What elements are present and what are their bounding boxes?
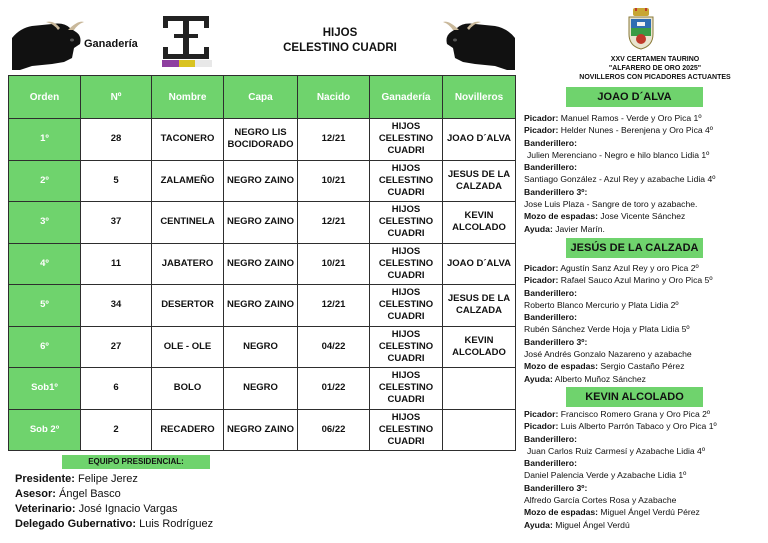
cuadrilla-line <box>524 336 764 348</box>
ganaderia-title-line2: CELESTINO CUADRI <box>283 42 397 54</box>
event-title-line1: XXV CERTAMEN TAURINO <box>610 56 700 63</box>
presidency-item <box>15 472 213 487</box>
cuadrilla-list <box>524 408 764 531</box>
cuadrilla-line <box>524 173 764 185</box>
event-title <box>570 55 740 82</box>
presidency-name: Felipe Jerez <box>77 473 138 485</box>
cuadrilla-line <box>524 482 764 494</box>
header-capa: Capa <box>224 76 298 119</box>
event-title-line3: NOVILLEROS CON PICADORES ACTUANTES <box>579 74 731 81</box>
cuadrilla-role: Banderillero: <box>524 433 578 444</box>
cell-orden: Sob 2º <box>9 409 81 451</box>
cuadrilla-role: Ayuda: <box>524 223 553 234</box>
cuadrilla-text: Javier Marín. <box>555 223 605 234</box>
cell-capa: NEGRO <box>224 368 298 410</box>
cell-novillero: JOAO D´ALVA <box>443 243 516 285</box>
table-header-row <box>9 76 516 119</box>
cuadrilla-line <box>524 348 764 360</box>
cuadrilla-line <box>524 469 764 481</box>
cuadrilla-text: Julien Merenciano - Negro e hilo blanco Lidia 1º <box>527 149 710 160</box>
cell-capa: NEGRO LIS BOCIDORADO <box>224 119 298 161</box>
cell-ganaderia: HIJOS CELESTINO CUADRI <box>370 326 443 368</box>
cuadrilla-role: Picador: <box>524 125 559 136</box>
cuadrilla-line <box>524 137 764 149</box>
cell-ganaderia: HIJOS CELESTINO CUADRI <box>370 285 443 327</box>
cuadrilla-line <box>524 433 764 445</box>
table-row <box>9 368 516 410</box>
table-row <box>9 202 516 244</box>
cell-nombre: TACONERO <box>152 119 224 161</box>
cell-capa: NEGRO <box>224 326 298 368</box>
presidency-name: Luis Rodríguez <box>139 518 214 530</box>
table-row <box>9 160 516 202</box>
table-row <box>9 243 516 285</box>
event-title-line2: "ALFARERO DE ORO 2025" <box>608 65 702 72</box>
cell-numero: 37 <box>81 202 152 244</box>
cell-ganaderia: HIJOS CELESTINO CUADRI <box>370 243 443 285</box>
header-novilleros: Novilleros <box>443 76 516 119</box>
header-orden: Orden <box>9 76 81 119</box>
ganaderia-label: Ganadería <box>84 38 138 50</box>
cuadrilla-text: Rubén Sánchez Verde Hoja y Plata Lidia 5º <box>524 324 690 335</box>
cell-nombre: CENTINELA <box>152 202 224 244</box>
novillero-header: JESÚS DE LA CALZADA <box>566 238 703 258</box>
cell-ganaderia: HIJOS CELESTINO CUADRI <box>370 368 443 410</box>
cell-nacido: 12/21 <box>298 202 370 244</box>
cuadrilla-role: Banderillero: <box>524 458 578 469</box>
cuadrilla-line <box>524 323 764 335</box>
cuadrilla-role: Picador: <box>524 275 559 286</box>
cell-nacido: 12/21 <box>298 119 370 161</box>
cuadrilla-text: Luis Alberto Parrón Tabaco y Oro Pica 1º <box>560 421 717 432</box>
cell-numero: 34 <box>81 285 152 327</box>
presidency-item <box>15 502 213 517</box>
header-ganaderia: Ganadería <box>370 76 443 119</box>
cell-novillero <box>443 409 516 451</box>
cell-nombre: BOLO <box>152 368 224 410</box>
presidency-item <box>15 517 213 532</box>
ganaderia-title-line1: HIJOS <box>322 27 358 39</box>
presidency-name: José Ignacio Vargas <box>78 503 178 515</box>
cuadrilla-text: Sergio Castaño Pérez <box>600 361 685 372</box>
table-row <box>9 119 516 161</box>
cuadrilla-line <box>524 124 764 136</box>
cuadrilla-role: Banderillero 3º: <box>524 186 588 197</box>
presidency-role: Veterinario: <box>15 503 76 515</box>
cuadrilla-role: Picador: <box>524 421 559 432</box>
cuadrilla-line <box>524 112 764 124</box>
presidency-list <box>15 472 213 532</box>
cuadrilla-text: Daniel Palencia Verde y Azabache Lidia 1º <box>524 470 687 481</box>
cuadrilla-text: Jose Luis Plaza - Sangre de toro y azabache. <box>524 199 698 210</box>
header-numero: Nº <box>81 76 152 119</box>
cuadrilla-line <box>524 494 764 506</box>
cell-ganaderia: HIJOS CELESTINO CUADRI <box>370 409 443 451</box>
cell-ganaderia: HIJOS CELESTINO CUADRI <box>370 202 443 244</box>
cell-orden: 1º <box>9 119 81 161</box>
cuadrilla-line <box>524 420 764 432</box>
cell-orden: 2º <box>9 160 81 202</box>
cell-novillero: KEVIN ALCOLADO <box>443 202 516 244</box>
cuadrilla-role: Picador: <box>524 263 559 273</box>
header-nacido: Nacido <box>298 76 370 119</box>
cuadrilla-role: Banderillero: <box>524 287 578 298</box>
bull-image-left <box>12 18 84 70</box>
cuadrilla-line <box>524 223 764 235</box>
cuadrilla-text: Francisco Romero Grana y Oro Pica 2º <box>560 409 711 419</box>
cuadrilla-text: Jose Vicente Sánchez <box>600 211 686 222</box>
cell-nacido: 10/21 <box>298 160 370 202</box>
cuadrilla-role: Picador: <box>524 409 559 419</box>
cell-capa: NEGRO ZAINO <box>224 160 298 202</box>
cuadrilla-text: Miguel Ángel Verdú <box>555 519 630 530</box>
header-nombre: Nombre <box>152 76 224 119</box>
cell-orden: 3º <box>9 202 81 244</box>
cell-novillero: KEVIN ALCOLADO <box>443 326 516 368</box>
cell-orden: Sob1º <box>9 368 81 410</box>
cell-novillero: JOAO D´ALVA <box>443 119 516 161</box>
cell-orden: 4º <box>9 243 81 285</box>
cell-capa: NEGRO ZAINO <box>224 285 298 327</box>
cell-nacido: 10/21 <box>298 243 370 285</box>
cell-capa: NEGRO ZAINO <box>224 243 298 285</box>
cuadrilla-list <box>524 262 764 385</box>
flag-color-purple <box>162 60 179 67</box>
cuadrilla-text: Roberto Blanco Mercurio y Plata Lidia 2º <box>524 299 679 310</box>
cuadrilla-text: Helder Nunes - Berenjena y Oro Pica 4º <box>560 125 713 136</box>
cell-nacido: 04/22 <box>298 326 370 368</box>
cuadrilla-text: Juan Carlos Ruiz Carmesí y Azabache Lidia 4º <box>527 445 705 456</box>
table-row <box>9 409 516 451</box>
flag-color-white <box>195 60 212 67</box>
novillero-header: KEVIN ALCOLADO <box>566 387 703 407</box>
cuadrilla-line <box>524 287 764 299</box>
cuadrilla-text: Alfredo García Cortes Rosa y Azabache <box>524 495 677 506</box>
table-row <box>9 285 516 327</box>
cell-nombre: RECADERO <box>152 409 224 451</box>
cell-ganaderia: HIJOS CELESTINO CUADRI <box>370 119 443 161</box>
cuadrilla-text: Miguel Ángel Verdú Pérez <box>600 507 700 518</box>
cell-orden: 5º <box>9 285 81 327</box>
cuadrilla-line <box>524 445 764 457</box>
cuadrilla-line <box>524 373 764 385</box>
cuadrilla-role: Mozo de espadas: <box>524 507 599 518</box>
cell-numero: 2 <box>81 409 152 451</box>
presidency-role: Presidente: <box>15 473 75 485</box>
ganaderia-colors-flag <box>162 60 212 67</box>
cuadrilla-role: Mozo de espadas: <box>524 361 599 372</box>
cell-numero: 6 <box>81 368 152 410</box>
cuadrilla-list <box>524 112 764 235</box>
cuadrilla-role: Banderillero: <box>524 137 578 148</box>
presidency-name: Ángel Basco <box>59 488 121 500</box>
cell-nacido: 06/22 <box>298 409 370 451</box>
cuadrilla-text: José Andrés Gonzalo Nazareno y azabache <box>524 349 692 360</box>
novillero-header: JOAO D´ALVA <box>566 87 703 107</box>
cuadrilla-role: Banderillero 3º: <box>524 336 588 347</box>
bull-image-right <box>443 18 515 70</box>
cuadrilla-line <box>524 299 764 311</box>
ganaderia-title <box>250 26 430 56</box>
cuadrilla-role: Mozo de espadas: <box>524 211 599 222</box>
cuadrilla-role: Banderillero 3º: <box>524 482 588 493</box>
presidency-role: Delegado Gubernativo: <box>15 518 137 530</box>
cuadrilla-line <box>524 274 764 286</box>
cuadrilla-line <box>524 311 764 323</box>
municipal-crest-icon <box>626 8 656 50</box>
cell-novillero: JESUS DE LA CALZADA <box>443 285 516 327</box>
cuadrilla-line <box>524 186 764 198</box>
cuadrilla-text: Alberto Muñoz Sánchez <box>554 373 646 384</box>
cuadrilla-line <box>524 360 764 372</box>
cuadrilla-text: Santiago González - Azul Rey y azabache Lidia 4º <box>524 174 716 185</box>
cuadrilla-line <box>524 506 764 518</box>
cell-novillero: JESUS DE LA CALZADA <box>443 160 516 202</box>
lidia-table <box>8 75 516 451</box>
cell-nacido: 12/21 <box>298 285 370 327</box>
cell-numero: 28 <box>81 119 152 161</box>
cuadrilla-line <box>524 519 764 531</box>
cell-novillero <box>443 368 516 410</box>
cell-numero: 27 <box>81 326 152 368</box>
presidency-item <box>15 487 213 502</box>
cuadrilla-line <box>524 457 764 469</box>
cell-numero: 11 <box>81 243 152 285</box>
presidency-role: Asesor: <box>15 488 56 500</box>
cuadrilla-line <box>524 210 764 222</box>
cell-orden: 6º <box>9 326 81 368</box>
cuadrilla-line <box>524 149 764 161</box>
cuadrilla-line <box>524 408 764 420</box>
cuadrilla-text: Agustín Sanz Azul Rey y oro Pica 2º <box>560 263 699 273</box>
cell-numero: 5 <box>81 160 152 202</box>
cuadrilla-role: Banderillero: <box>524 162 578 173</box>
flag-color-yellow <box>179 60 196 67</box>
cuadrilla-role: Ayuda: <box>524 519 553 530</box>
cell-ganaderia: HIJOS CELESTINO CUADRI <box>370 160 443 202</box>
cell-capa: NEGRO ZAINO <box>224 202 298 244</box>
presidency-header: EQUIPO PRESIDENCIAL: <box>62 455 210 469</box>
cuadrilla-role: Picador: <box>524 113 559 123</box>
cuadrilla-line <box>524 161 764 173</box>
cuadrilla-text: Rafael Sauco Azul Marino y Oro Pica 5º <box>560 275 713 286</box>
cuadrilla-role: Banderillero: <box>524 312 578 323</box>
table-row <box>9 326 516 368</box>
cell-nombre: ZALAMEÑO <box>152 160 224 202</box>
cell-nombre: DESERTOR <box>152 285 224 327</box>
cell-nombre: OLE - OLE <box>152 326 224 368</box>
cuadrilla-role: Ayuda: <box>524 373 553 384</box>
cuadrilla-line <box>524 262 764 274</box>
cuadrilla-line <box>524 198 764 210</box>
cell-capa: NEGRO ZAINO <box>224 409 298 451</box>
cuadrilla-text: Manuel Ramos - Verde y Oro Pica 1º <box>560 113 702 123</box>
cell-nombre: JABATERO <box>152 243 224 285</box>
cell-nacido: 01/22 <box>298 368 370 410</box>
